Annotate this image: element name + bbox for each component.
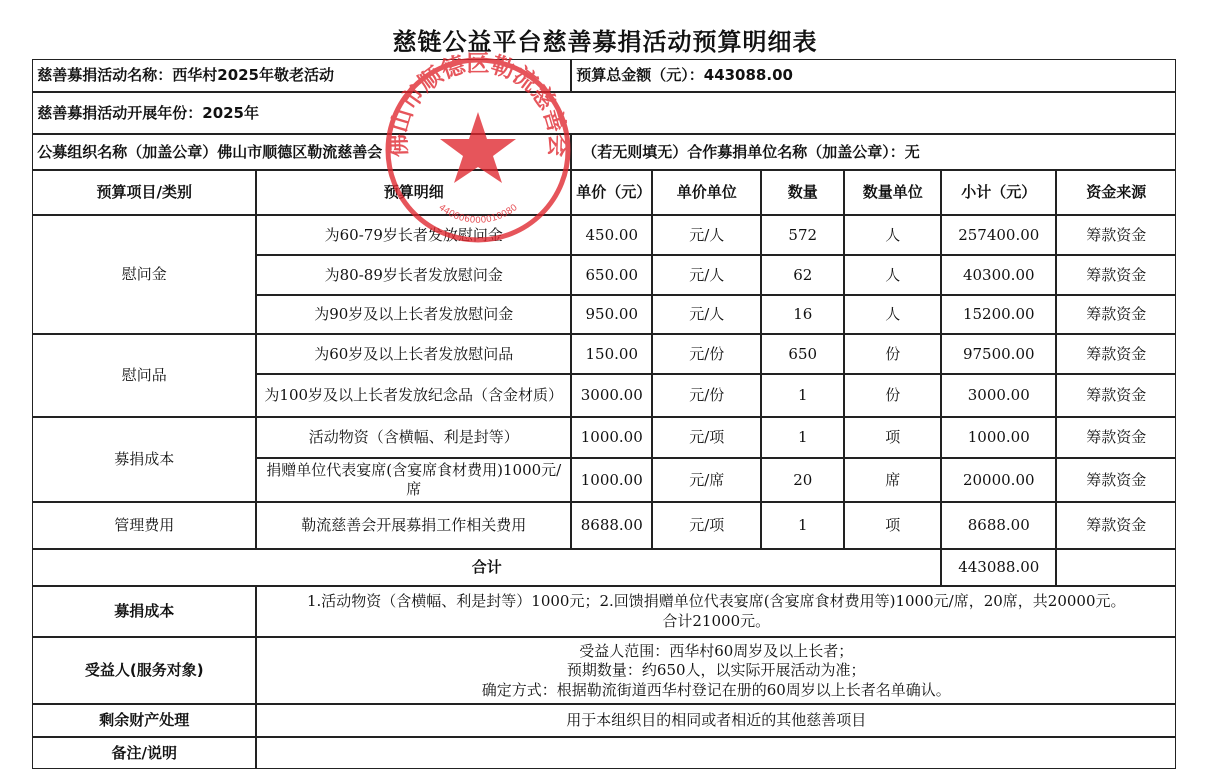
beneficiary-text bbox=[256, 637, 1176, 704]
subtotal-cell: 1000.00 bbox=[941, 417, 1056, 458]
price-cell: 1000.00 bbox=[571, 458, 652, 502]
qty-cell: 16 bbox=[761, 295, 844, 334]
header-qty-unit: 数量单位 bbox=[844, 170, 941, 215]
detail-cell: 活动物资（含横幅、利是封等） bbox=[256, 417, 571, 458]
qty-unit-cell: 项 bbox=[844, 502, 941, 549]
price-cell: 950.00 bbox=[571, 295, 652, 334]
qty-cell: 1 bbox=[761, 417, 844, 458]
partner-name: （若无则填无）合作募捐单位名称（加盖公章）：无 bbox=[571, 134, 1176, 170]
budget-table bbox=[33, 60, 1177, 770]
price-unit-cell: 元/份 bbox=[652, 374, 761, 417]
price-unit-cell: 元/人 bbox=[652, 215, 761, 255]
detail-cell: 为90岁及以上长者发放慰问金 bbox=[256, 295, 571, 334]
source-cell: 筹款资金 bbox=[1056, 334, 1176, 374]
category-cell: 慰问品 bbox=[32, 334, 256, 417]
header-price: 单价（元） bbox=[571, 170, 652, 215]
header-price-unit: 单价单位 bbox=[652, 170, 761, 215]
beneficiary-line: 受益人范围：西华村60周岁及以上长者； bbox=[579, 641, 854, 660]
category-cell: 募捐成本 bbox=[32, 417, 256, 502]
header-category: 预算项目/类别 bbox=[32, 170, 256, 215]
beneficiary-label: 受益人(服务对象) bbox=[32, 637, 256, 704]
price-unit-cell: 元/席 bbox=[652, 458, 761, 502]
qty-cell: 572 bbox=[761, 215, 844, 255]
total-label: 合计 bbox=[32, 549, 941, 586]
activity-year: 慈善募捐活动开展年份：2025年 bbox=[32, 92, 1176, 134]
source-cell: 筹款资金 bbox=[1056, 255, 1176, 295]
header-qty: 数量 bbox=[761, 170, 844, 215]
total-value: 443088.00 bbox=[941, 549, 1056, 586]
source-cell: 筹款资金 bbox=[1056, 417, 1176, 458]
surplus-label: 剩余财产处理 bbox=[32, 704, 256, 737]
header-subtotal: 小计（元） bbox=[941, 170, 1056, 215]
detail-cell: 为100岁及以上长者发放纪念品（含金材质） bbox=[256, 374, 571, 417]
detail-cell: 为60-79岁长者发放慰问金 bbox=[256, 215, 571, 255]
qty-cell: 650 bbox=[761, 334, 844, 374]
price-cell: 150.00 bbox=[571, 334, 652, 374]
seal-name: 佛山市顺德区勒流慈善会 bbox=[385, 51, 571, 158]
seal-code: 440606000010080 bbox=[436, 202, 520, 226]
detail-cell: 为80-89岁长者发放慰问金 bbox=[256, 255, 571, 295]
price-cell: 8688.00 bbox=[571, 502, 652, 549]
price-unit-cell: 元/人 bbox=[652, 295, 761, 334]
price-cell: 3000.00 bbox=[571, 374, 652, 417]
remarks-value bbox=[256, 737, 1176, 769]
price-unit-cell: 元/人 bbox=[652, 255, 761, 295]
qty-unit-cell: 份 bbox=[844, 374, 941, 417]
beneficiary-line: 确定方式：根据勒流街道西华村登记在册的60周岁以上长者名单确认。 bbox=[481, 680, 951, 699]
header-source: 资金来源 bbox=[1056, 170, 1176, 215]
fundraising-cost-text bbox=[256, 586, 1176, 637]
qty-cell: 62 bbox=[761, 255, 844, 295]
source-cell: 筹款资金 bbox=[1056, 458, 1176, 502]
budget-total: 预算总金额（元）：443088.00 bbox=[571, 59, 1176, 92]
org-name: 公募组织名称（加盖公章）佛山市顺德区勒流慈善会 bbox=[32, 134, 571, 170]
category-cell: 慰问金 bbox=[32, 215, 256, 334]
subtotal-cell: 15200.00 bbox=[941, 295, 1056, 334]
qty-unit-cell: 人 bbox=[844, 255, 941, 295]
subtotal-cell: 97500.00 bbox=[941, 334, 1056, 374]
subtotal-cell: 3000.00 bbox=[941, 374, 1056, 417]
price-unit-cell: 元/项 bbox=[652, 502, 761, 549]
page-title: 慈链公益平台慈善募捐活动预算明细表 bbox=[392, 28, 818, 56]
qty-cell: 1 bbox=[761, 374, 844, 417]
source-cell: 筹款资金 bbox=[1056, 374, 1176, 417]
surplus-value: 用于本组织目的相同或者相近的其他慈善项目 bbox=[256, 704, 1176, 737]
qty-unit-cell: 人 bbox=[844, 295, 941, 334]
price-unit-cell: 元/项 bbox=[652, 417, 761, 458]
source-cell: 筹款资金 bbox=[1056, 215, 1176, 255]
qty-cell: 1 bbox=[761, 502, 844, 549]
detail-cell: 勒流慈善会开展募捐工作相关费用 bbox=[256, 502, 571, 549]
fundraising-cost-line: 合计21000元。 bbox=[662, 611, 771, 630]
fundraising-cost-label: 募捐成本 bbox=[32, 586, 256, 637]
qty-unit-cell: 人 bbox=[844, 215, 941, 255]
subtotal-cell: 257400.00 bbox=[941, 215, 1056, 255]
subtotal-cell: 40300.00 bbox=[941, 255, 1056, 295]
qty-cell: 20 bbox=[761, 458, 844, 502]
source-cell: 筹款资金 bbox=[1056, 502, 1176, 549]
detail-cell: 为60岁及以上长者发放慰问品 bbox=[256, 334, 571, 374]
price-unit-cell: 元/份 bbox=[652, 334, 761, 374]
header-detail: 预算明细 bbox=[256, 170, 571, 215]
subtotal-cell: 8688.00 bbox=[941, 502, 1056, 549]
source-cell: 筹款资金 bbox=[1056, 295, 1176, 334]
beneficiary-line: 预期数量：约650人，以实际开展活动为准； bbox=[566, 661, 866, 679]
qty-unit-cell: 份 bbox=[844, 334, 941, 374]
detail-cell: 捐赠单位代表宴席(含宴席食材费用)1000元/席 bbox=[256, 458, 571, 502]
price-cell: 450.00 bbox=[571, 215, 652, 255]
remarks-label: 备注/说明 bbox=[32, 737, 256, 769]
qty-unit-cell: 项 bbox=[844, 417, 941, 458]
price-cell: 650.00 bbox=[571, 255, 652, 295]
subtotal-cell: 20000.00 bbox=[941, 458, 1056, 502]
activity-name: 慈善募捐活动名称：西华村2025年敬老活动 bbox=[32, 59, 571, 92]
total-empty bbox=[1056, 549, 1176, 586]
fundraising-cost-line: 1.活动物资（含横幅、利是封等）1000元；2.回馈捐赠单位代表宴席(含宴席食材费用等)1000元/席，20席，共20000元。 bbox=[306, 592, 1126, 611]
price-cell: 1000.00 bbox=[571, 417, 652, 458]
qty-unit-cell: 席 bbox=[844, 458, 941, 502]
category-cell: 管理费用 bbox=[32, 502, 256, 549]
